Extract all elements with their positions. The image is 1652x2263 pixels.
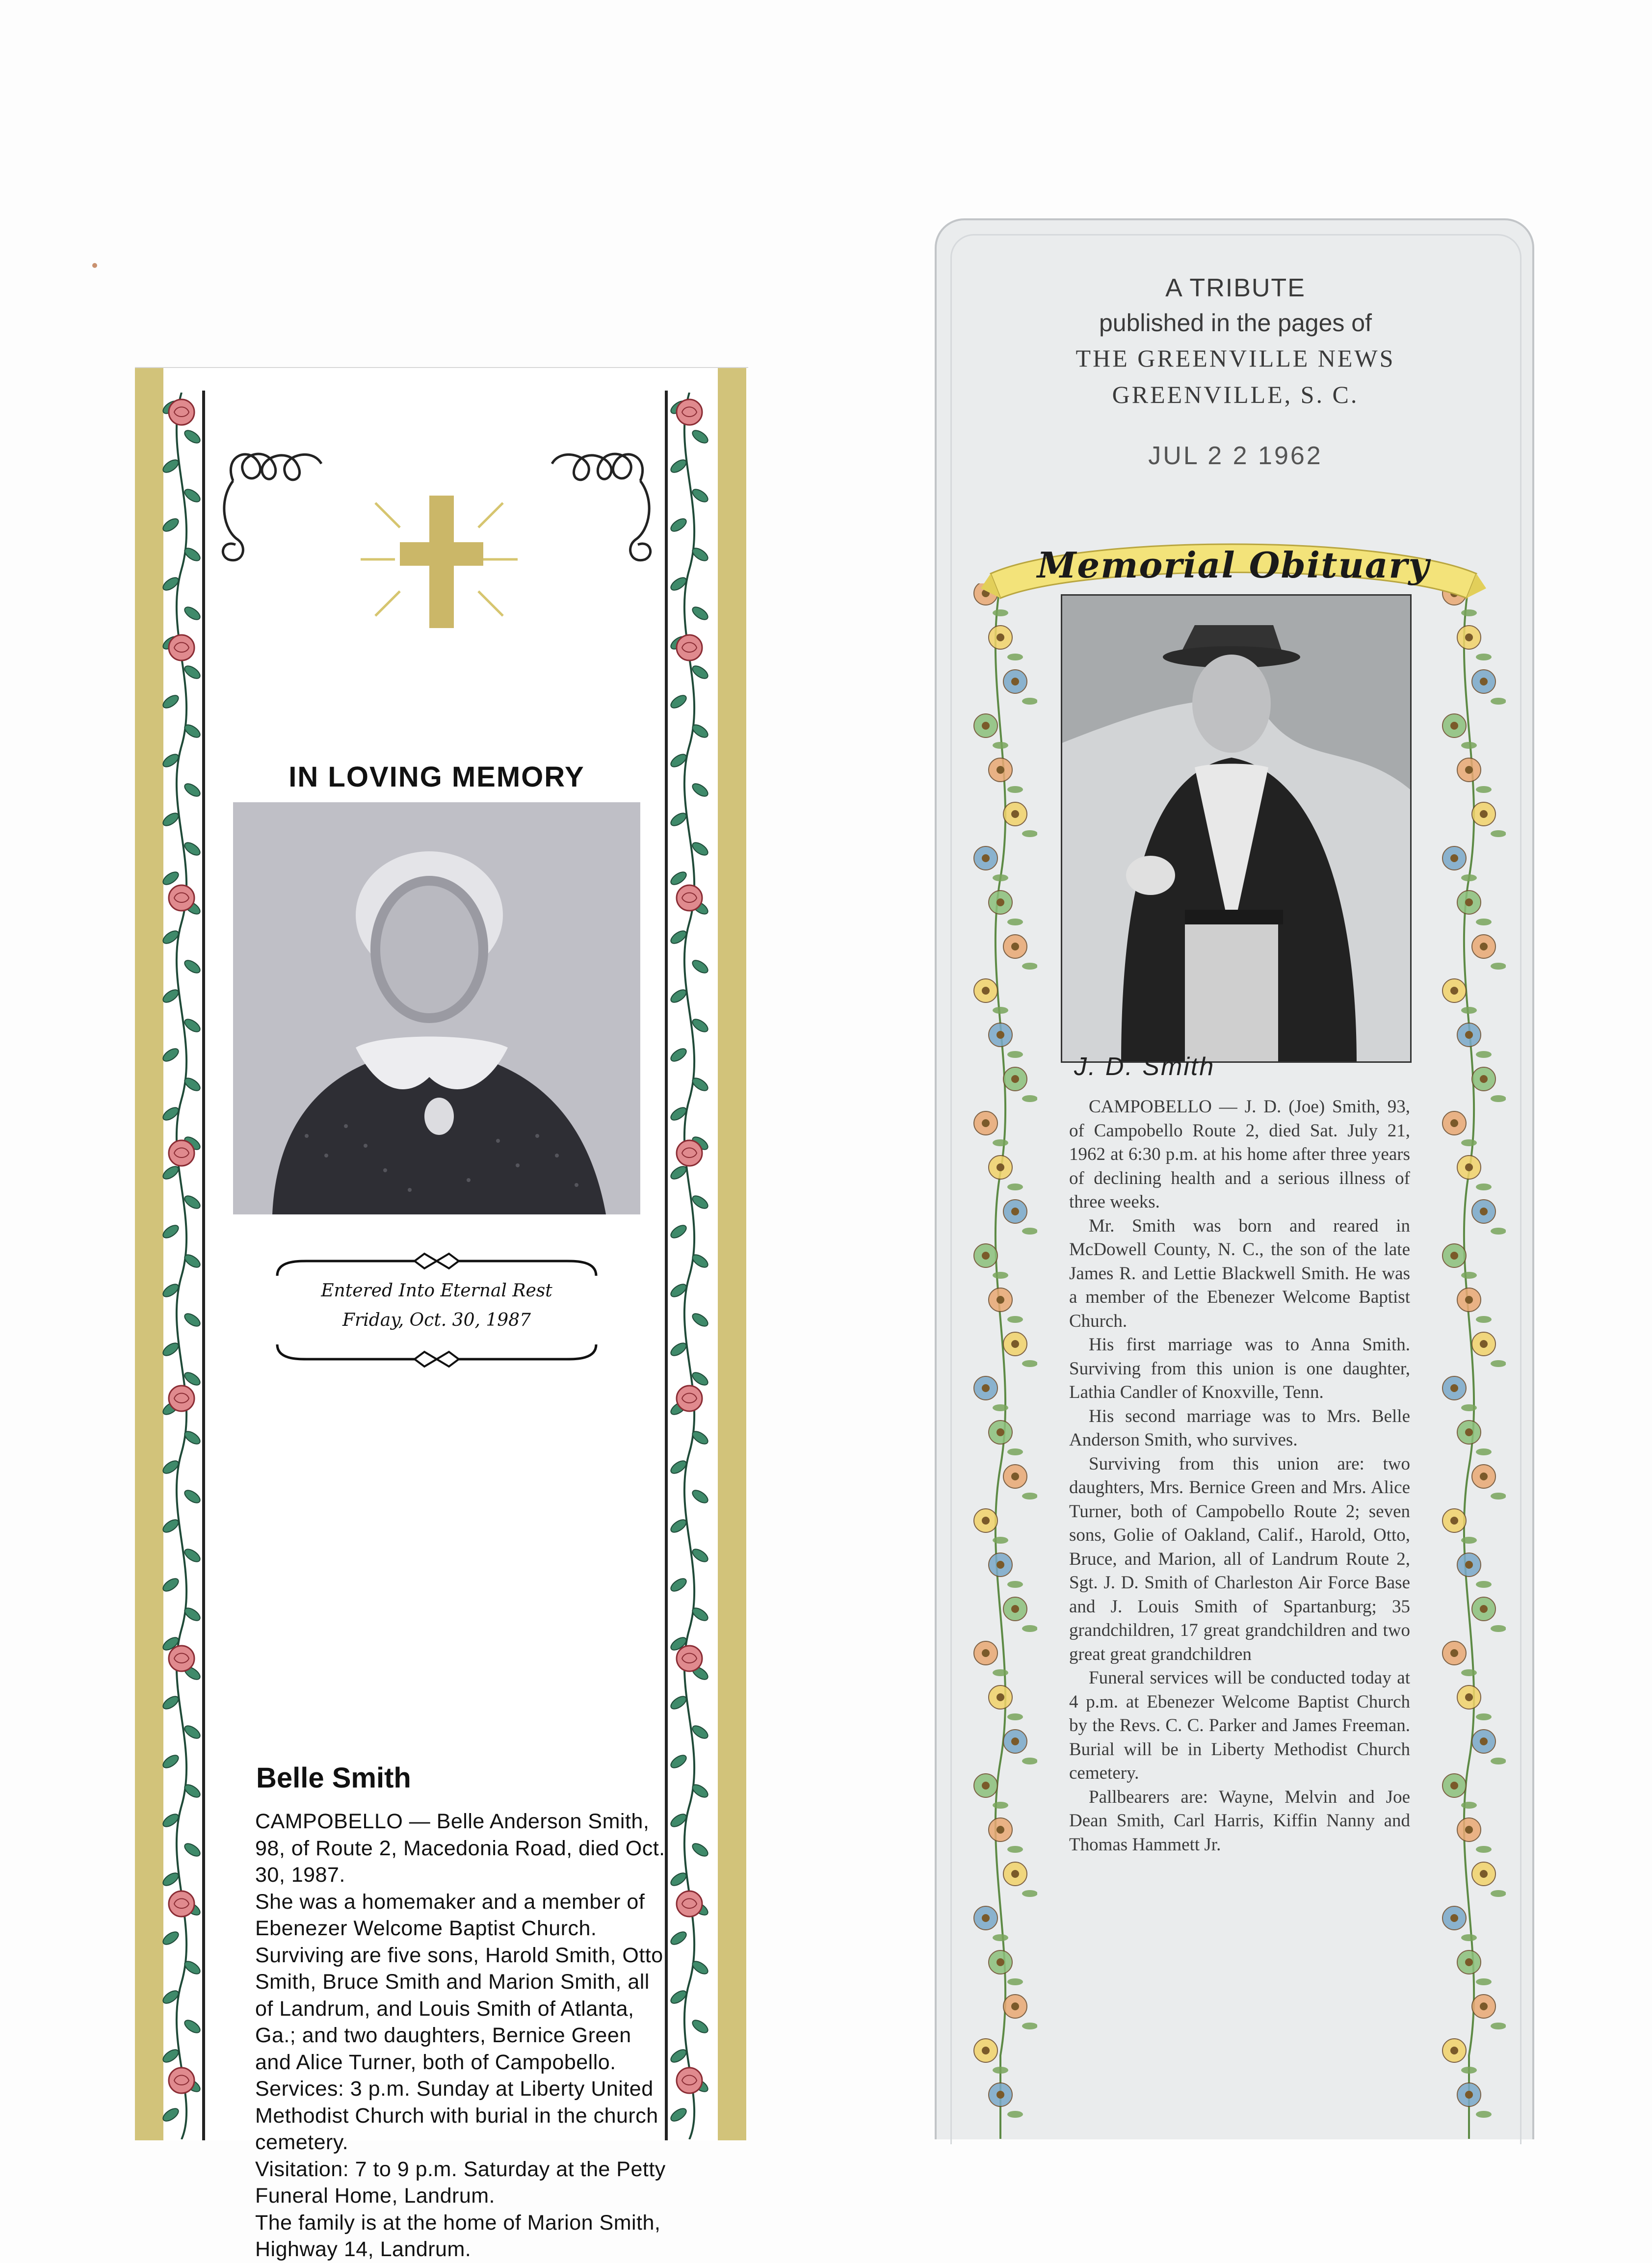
date-of-death-text: Friday, Oct. 30, 1987 xyxy=(342,1310,531,1330)
obituary-paragraph: Funeral services will be conducted today at 4 p.m. at Ebenezer Welcome Baptist Church by the Revs. C. C. Parker and James Freeman. Burial will be in Liberty Methodist Church cemetery. xyxy=(1069,1668,1410,1783)
tribute-subheading: published in the pages of xyxy=(1099,309,1372,337)
flower-icon xyxy=(974,1509,997,1532)
flower-icon xyxy=(974,1774,997,1797)
flower-icon xyxy=(1457,1288,1481,1312)
flower-icon xyxy=(1472,1332,1495,1356)
flower-icon xyxy=(1442,1509,1466,1532)
flower-icon xyxy=(974,1244,997,1267)
rose-icon xyxy=(677,1140,702,1166)
flower-icon xyxy=(989,1023,1012,1047)
flower-icon xyxy=(1472,1597,1495,1621)
gold-border-right xyxy=(718,368,746,2140)
flower-icon xyxy=(989,891,1012,914)
obituary-paragraph: The family is at the home of Marion Smith, Highway 14, Landrum. xyxy=(255,2210,661,2261)
flower-icon xyxy=(1003,802,1027,826)
floral-border-right xyxy=(1432,583,1506,2139)
flower-icon xyxy=(1457,891,1481,914)
rose-icon xyxy=(169,1646,194,1671)
tribute-heading: A TRIBUTE xyxy=(1165,274,1306,302)
flower-icon xyxy=(1442,2039,1466,2062)
flower-icon xyxy=(1003,1995,1027,2018)
flower-icon xyxy=(974,1906,997,1930)
obituary-paragraph: Surviving from this union are: two daughters, Mrs. Bernice Green and Mrs. Alice Turner, both of Campobello Route 2; seven sons, Golie of Oakland, Calif., Harold, Otto, Bruce, and Marion, all of Landrum Route 2, Sgt. J. D. Smith of Charleston Air Force Base and J. Louis Smith of Spartanburg; 35 grandchildren, 17 great grandchildren and two great great grandchildren xyxy=(1069,1453,1410,1664)
flower-icon xyxy=(989,626,1012,649)
obituary-paragraph: CAMPOBELLO — Belle Anderson Smith, 98, of Route 2, Macedonia Road, died Oct. 30, 1987. xyxy=(255,1810,665,1887)
flower-icon xyxy=(989,1950,1012,1974)
obituary-paragraph: Mr. Smith was born and reared in McDowell County, N. C., the son of the late James R. and Lettie Blackwell Smith. He was a member of the Ebenezer Welcome Baptist Church. xyxy=(1069,1215,1410,1331)
floral-border-left xyxy=(964,583,1037,2139)
rose-icon xyxy=(169,1386,194,1411)
flower-icon xyxy=(974,1641,997,1665)
flower-icon xyxy=(1442,979,1466,1002)
flower-icon xyxy=(1472,802,1495,826)
obituary-paragraph: Pallbearers are: Wayne, Melvin and Joe Dean Smith, Carl Harris, Kiffin Nanny and Thomas Hammett Jr. xyxy=(1069,1787,1410,1855)
flower-icon xyxy=(974,846,997,870)
flower-icon xyxy=(1003,670,1027,693)
flower-icon xyxy=(1442,1376,1466,1400)
rose-icon xyxy=(677,2068,702,2093)
rose-vine-right xyxy=(662,393,716,2139)
flower-icon xyxy=(989,2083,1012,2106)
flower-icon xyxy=(1472,670,1495,693)
flower-icon xyxy=(1472,1862,1495,1886)
rose-icon xyxy=(677,635,702,660)
rose-icon xyxy=(677,1891,702,1917)
flower-icon xyxy=(989,1288,1012,1312)
obituary-paragraph: Visitation: 7 to 9 p.m. Saturday at the Petty Funeral Home, Landrum. xyxy=(255,2157,666,2208)
flower-icon xyxy=(1472,1995,1495,2018)
flower-icon xyxy=(1457,1023,1481,1047)
flower-icon xyxy=(1472,1067,1495,1091)
memorial-obituary-banner: Memorial Obituary xyxy=(1037,544,1430,586)
flower-icon xyxy=(1457,626,1481,649)
rose-icon xyxy=(677,885,702,911)
rose-icon xyxy=(169,399,194,425)
rose-icon xyxy=(169,1891,194,1917)
flower-icon xyxy=(1003,1597,1027,1621)
flower-icon xyxy=(1457,1950,1481,1974)
obituary-paragraph: His first marriage was to Anna Smith. Surviving from this union is one daughter, Lathia Candler of Knoxville, Tenn. xyxy=(1069,1335,1410,1402)
flower-icon xyxy=(1442,1774,1466,1797)
rose-vine-left xyxy=(155,393,209,2139)
flower-icon xyxy=(974,1376,997,1400)
rose-icon xyxy=(169,635,194,660)
flower-icon xyxy=(1003,1730,1027,1753)
flower-icon xyxy=(1457,1553,1481,1577)
obituary-paragraph: CAMPOBELLO — J. D. (Joe) Smith, 93, of Campobello Route 2, died Sat. July 21, 1962 at 6:30 p.m. at his home after three years of declining health and a serious illness of three weeks. xyxy=(1069,1097,1410,1212)
flower-icon xyxy=(1457,2083,1481,2106)
flower-icon xyxy=(1457,1156,1481,1179)
cross-scroll-ornament xyxy=(213,417,660,628)
flower-icon xyxy=(974,1111,997,1135)
flower-icon xyxy=(974,714,997,737)
flower-icon xyxy=(989,1553,1012,1577)
entered-eternal-rest-text: Entered Into Eternal Rest xyxy=(321,1281,552,1301)
obituary-name: Belle Smith xyxy=(256,1762,411,1794)
obituary-paragraph: Services: 3 p.m. Sunday at Liberty United Methodist Church with burial in the church cemetery. xyxy=(255,2077,658,2154)
flower-icon xyxy=(1472,1730,1495,1753)
obituary-paragraph: She was a homemaker and a member of Ebenezer Welcome Baptist Church. xyxy=(255,1890,645,1940)
belle-obituary-text xyxy=(255,1808,667,2263)
date-stamp: JUL 2 2 1962 xyxy=(1148,442,1323,470)
obituary-paragraph: His second marriage was to Mrs. Belle Anderson Smith, who survives. xyxy=(1069,1406,1410,1450)
flower-icon xyxy=(1472,1200,1495,1223)
flower-icon xyxy=(1472,935,1495,958)
jd-obituary-text xyxy=(1069,1095,1410,1857)
flower-icon xyxy=(1003,1332,1027,1356)
paper-speck xyxy=(92,263,97,268)
rose-icon xyxy=(169,885,194,911)
flower-icon xyxy=(1457,1421,1481,1444)
rose-icon xyxy=(169,2068,194,2093)
flower-icon xyxy=(989,1818,1012,1842)
flower-icon xyxy=(1442,1244,1466,1267)
belle-smith-portrait xyxy=(233,802,640,1214)
flower-icon xyxy=(1442,846,1466,870)
flower-icon xyxy=(1442,1641,1466,1665)
flower-icon xyxy=(1442,714,1466,737)
flower-icon xyxy=(1457,758,1481,782)
rose-icon xyxy=(169,1140,194,1166)
rose-icon xyxy=(677,1386,702,1411)
flower-icon xyxy=(1003,1465,1027,1488)
newspaper-name: THE GREENVILLE NEWS xyxy=(1075,344,1395,372)
eternal-rest-plaque xyxy=(267,1246,606,1374)
obituary-paragraph: Surviving are five sons, Harold Smith, Otto Smith, Bruce Smith and Marion Smith, all of Landrum, and Louis Smith of Atlanta, Ga.; and two daughters, Bernice Green and Alice Turner, both of Campobello. xyxy=(255,1943,663,2074)
flower-icon xyxy=(1442,1906,1466,1930)
flower-icon xyxy=(1472,1465,1495,1488)
flower-icon xyxy=(1442,1111,1466,1135)
flower-icon xyxy=(989,1685,1012,1709)
flower-icon xyxy=(989,1421,1012,1444)
flower-icon xyxy=(1457,1818,1481,1842)
flower-icon xyxy=(989,758,1012,782)
jd-smith-portrait xyxy=(1061,594,1412,1063)
flower-icon xyxy=(974,2039,997,2062)
newspaper-city: GREENVILLE, S. C. xyxy=(1112,381,1359,408)
jd-smith-bookmark xyxy=(935,218,1534,2139)
belle-smith-bookmark xyxy=(135,367,748,2261)
rose-icon xyxy=(677,399,702,425)
flower-icon xyxy=(974,979,997,1002)
photo-caption: J. D. Smith xyxy=(1074,1053,1215,1081)
flower-icon xyxy=(1003,1862,1027,1886)
flower-icon xyxy=(1003,1067,1027,1091)
flower-icon xyxy=(1457,1685,1481,1709)
flower-icon xyxy=(989,1156,1012,1179)
rose-icon xyxy=(677,1646,702,1671)
flower-icon xyxy=(1003,935,1027,958)
flower-icon xyxy=(1003,1200,1027,1223)
in-loving-memory-heading: IN LOVING MEMORY xyxy=(288,761,585,793)
